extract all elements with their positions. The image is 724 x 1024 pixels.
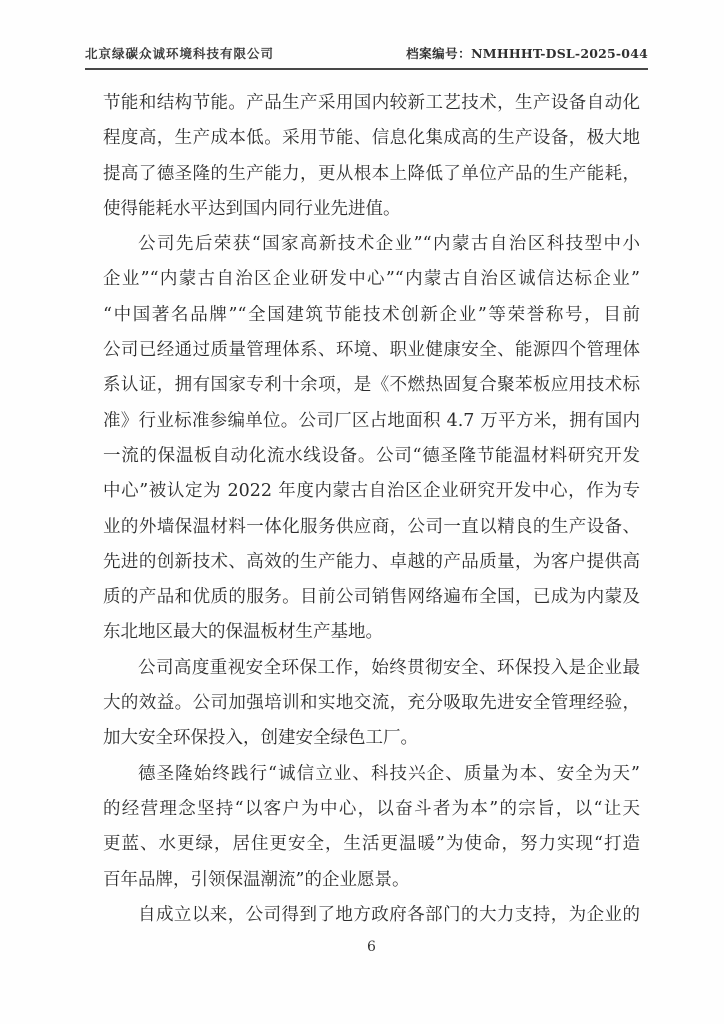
paragraph [103,651,640,757]
body-line: 中心”被认定为 2022 年度内蒙古自治区企业研究开发中心，作为专 [103,481,640,502]
body-text [103,86,640,933]
body-line: 东北地区最大的保温板材生产基地。 [103,622,383,643]
body-line: 系认证，拥有国家专利十余项，是《不燃热固复合聚苯板应用技术标 [103,375,640,396]
body-line: 质的产品和优质的服务。目前公司销售网络遍布全国，已成为内蒙及 [103,587,640,608]
body-line: 的经营理念坚持“以客户为中心，以奋斗者为本”的宗旨，以“让天 [103,798,640,819]
body-line: 公司已经通过质量管理体系、环境、职业健康安全、能源四个管理体 [103,340,640,361]
doc-number [406,44,648,62]
body-line: 公司先后荣获“国家高新技术企业”“内蒙古自治区科技型中小 [138,234,640,255]
body-line: 程度高，生产成本低。采用节能、信息化集成高的生产设备，极大地 [103,128,640,149]
body-line: “中国著名品牌”“全国建筑节能技术创新企业”等荣誉称号，目前 [103,304,640,325]
paragraph [103,898,640,933]
paragraph [103,227,640,651]
body-line: 节能和结构节能。产品生产采用国内较新工艺技术，生产设备自动化 [103,93,640,113]
body-line: 提高了德圣隆的生产能力，更从根本上降低了单位产品的生产能耗， [103,163,640,184]
doc-number-label: 档案编号： [406,46,472,61]
body-line: 先进的创新技术、高效的生产能力、卓越的产品质量，为客户提供高 [103,551,640,572]
body-line: 更蓝、水更绿，居住更安全，生活更温暖”为使命，努力实现“打造 [103,834,640,855]
body-line: 德圣隆始终践行“诚信立业、科技兴企、质量为本、安全为天” [138,763,640,784]
paragraph [103,757,640,898]
paragraph [103,86,640,227]
body-line: 一流的保温板自动化流水线设备。公司“德圣隆节能温材料研究开发 [103,445,640,466]
page-header [85,44,648,70]
body-line: 大的效益。公司加强培训和实地交流，充分吸取先进安全管理经验， [103,693,640,714]
body-line: 业的外墙保温材料一体化服务供应商，公司一直以精良的生产设备、 [103,516,640,537]
company-name: 北京绿碳众诚环境科技有限公司 [85,46,275,61]
body-line: 自成立以来，公司得到了地方政府各部门的大力支持，为企业的 [138,904,640,925]
body-line: 企业”“内蒙古自治区企业研发中心”“内蒙古自治区诚信达标企业” [103,269,640,290]
page-number: 6 [367,939,376,955]
doc-number-value: NMHHHT-DSL-2025-044 [471,46,648,61]
body-line: 使得能耗水平达到国内同行业先进值。 [103,198,401,219]
body-line: 百年品牌，引领保温潮流”的企业愿景。 [103,869,410,890]
body-line: 加大安全环保投入，创建安全绿色工厂。 [103,728,418,749]
body-line: 公司高度重视安全环保工作，始终贯彻安全、环保投入是企业最 [138,657,640,678]
body-line: 准》行业标准参编单位。公司厂区占地面积 4.7 万平方米，拥有国内 [103,410,640,431]
